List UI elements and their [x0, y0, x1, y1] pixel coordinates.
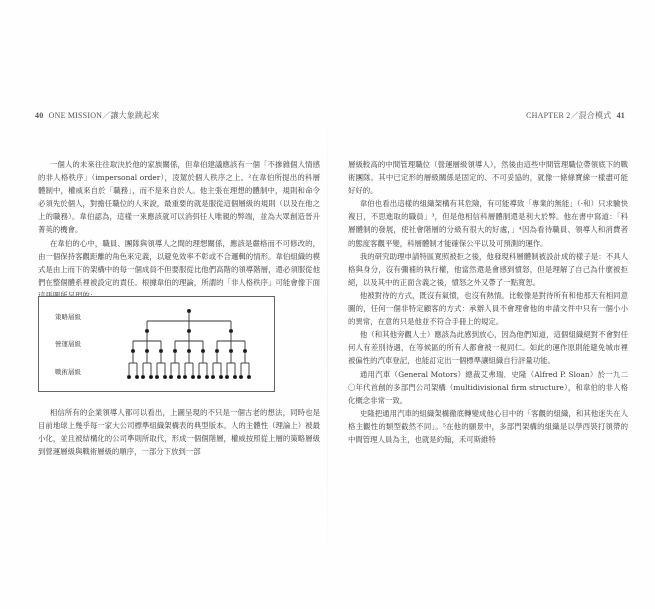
right-paragraph-7: 史隆把通用汽車的組織架構徹底轉變成他心目中的「客觀的組織，和其他迷失在人格主觀性的類型截然不同」。⁵在他的願景中，多部門架構的組織是以學西裝打領帶的中間管理人員為主，也就是約翰，禾可斯維特 — [348, 408, 628, 444]
left-page-body-top — [38, 158, 320, 302]
tree-node — [177, 375, 180, 378]
level-label-tactics: 戰術層級 — [55, 368, 81, 376]
left-page-header — [32, 110, 322, 122]
level-label-strategy: 策略層級 — [55, 313, 81, 321]
hierarchy-figure — [38, 296, 275, 392]
right-page-number: 41 — [616, 111, 625, 120]
tree-node — [149, 375, 152, 378]
tree-node — [163, 375, 166, 378]
tree-node — [183, 375, 186, 378]
left-paragraph-3: 相信所有的企業領導人都可以看出，上圖呈現的不只是一個古老的想法，同時也是目前地球上幾乎每一家大公司標準組織架構表的典型版本。人的主體性（理論上）被最小化，並且被結構化的公司準則所取代，形成一個個階層，權威按照從上層的策略層級到營運層級與戰術層級的順序，一部分下放到一部 — [38, 408, 320, 457]
tree-node — [225, 375, 228, 378]
tree-node — [197, 375, 200, 378]
tree-node — [233, 375, 236, 378]
right-paragraph-2: 韋伯也看出這樣的組織架構有其危險，有可能導致「專業的無能」（‑和）只求驗快複日，不思進取的職員」³，但是他相信科層體制還是利大於弊。他在書中寫道：「科層體制的發展，使社會階層的分級有很大的好處，」⁴因為看待職員、領導人和消費者的態度客觀平變，科層體制才能確保公平以及可預測的運作。 — [348, 199, 628, 248]
right-paragraph-1: 層級較高的中間管理職位（營運層級領導人），然後由這些中間管理職位帶領底下的戰術團隊。其中已定形的層級關係是固定的、不可妥協的，就像一條條寶線一樣盡可能好好的。 — [348, 160, 628, 196]
left-page-body-bottom — [38, 406, 320, 458]
tree-node — [141, 375, 144, 378]
tree-node — [127, 375, 130, 378]
left-running-title: ONE MISSION／讓大象跳起來 — [48, 111, 160, 120]
tree-node — [191, 375, 194, 378]
org-chart-tree — [39, 297, 276, 393]
left-paragraph-1: 一個人的未來往往取決於他的家族關係，但韋伯建議應該有一個「不摻雜個人情感的非人格秩序」（impersonal order），凌駕於個人秩序之上。²在韋伯所提出的科層體制中，權威來自於「職務」，而不是來自於人。他主張在理想的體制中，規則和命令必須先於個人，對擔任職位的人來說，最重要的就是服從這個層級的規則（以及在他之上的職務）。韋伯認為，這樣一來應該就可以消弭任人唯親的弊端，並為大眾創造晉升菁英的機會。 — [38, 160, 320, 235]
right-paragraph-3: 我的研究助理申請特區寬照被拒之後，他發現科層體制被設計成的樣子是：不具人格與身分，沒有彌補的執行權，他當然還是會感到憤怒，但是理解了自己為什麼被拒絕，以及其中的正面含義之後，憤怒之外又帶了一點寬恕。 — [348, 251, 628, 287]
left-paragraph-2: 在韋伯的心中，職員、團隊與領導人之間的理想關係，應該是嚴格而不可修改的，由一個保持客觀距離的角色來定義，以避免效率不彰或不合邏輯的情形。韋伯組織的模式是由上而下的架構中的每一個成員不但要服從比他們高階的領導階層，還必須服從他們在整個體系裡被設定的責任。根據韋伯的理論，所謂的「非人格秩序」可能會像下面 — [38, 238, 320, 287]
tree-node — [219, 375, 222, 378]
level-label-operation: 營運層級 — [55, 340, 81, 348]
tree-node — [247, 375, 250, 378]
tree-node — [211, 375, 214, 378]
tree-node — [205, 375, 208, 378]
tree-node — [135, 375, 138, 378]
right-running-title: CHAPTER 2／混合模式 — [526, 111, 612, 120]
tree-node — [239, 375, 242, 378]
left-page-number: 40 — [35, 111, 44, 120]
tree-node — [155, 375, 158, 378]
right-paragraph-4: 他被對待的方式，既沒有氣憤，也沒有熱情。比較像是對待所有和他那天有相同意圖的，任何一個非特定顧客的方式：承辦人員不會理會他的申請文件中只有一個小小的異常，在意的只是他並不符合手冊上的規定。 — [348, 290, 628, 327]
right-paragraph-5: 他（和其他旁觀人士）應該為此感到放心，因為他們知道，這個組織絕對不會對任何人有差別待遇，在等候區的所有人都會被一視同仁。如此的運作原則能避免城市裡被偏性的汽車登記，也能訂定出一個標準讓組織自行評量功能。 — [348, 330, 628, 366]
right-page-header — [341, 110, 628, 122]
right-paragraph-6: 通用汽車（General Motors）總裁艾弗瑞．史隆（Alfred P. Sloan）於一九二〇年代首創的多部門公司架構（multidivisional firm structure），和韋伯的非人格化概念非常一致。 — [348, 369, 628, 405]
page-gutter — [327, 100, 328, 570]
tree-node — [169, 375, 172, 378]
right-page-body — [348, 158, 628, 446]
